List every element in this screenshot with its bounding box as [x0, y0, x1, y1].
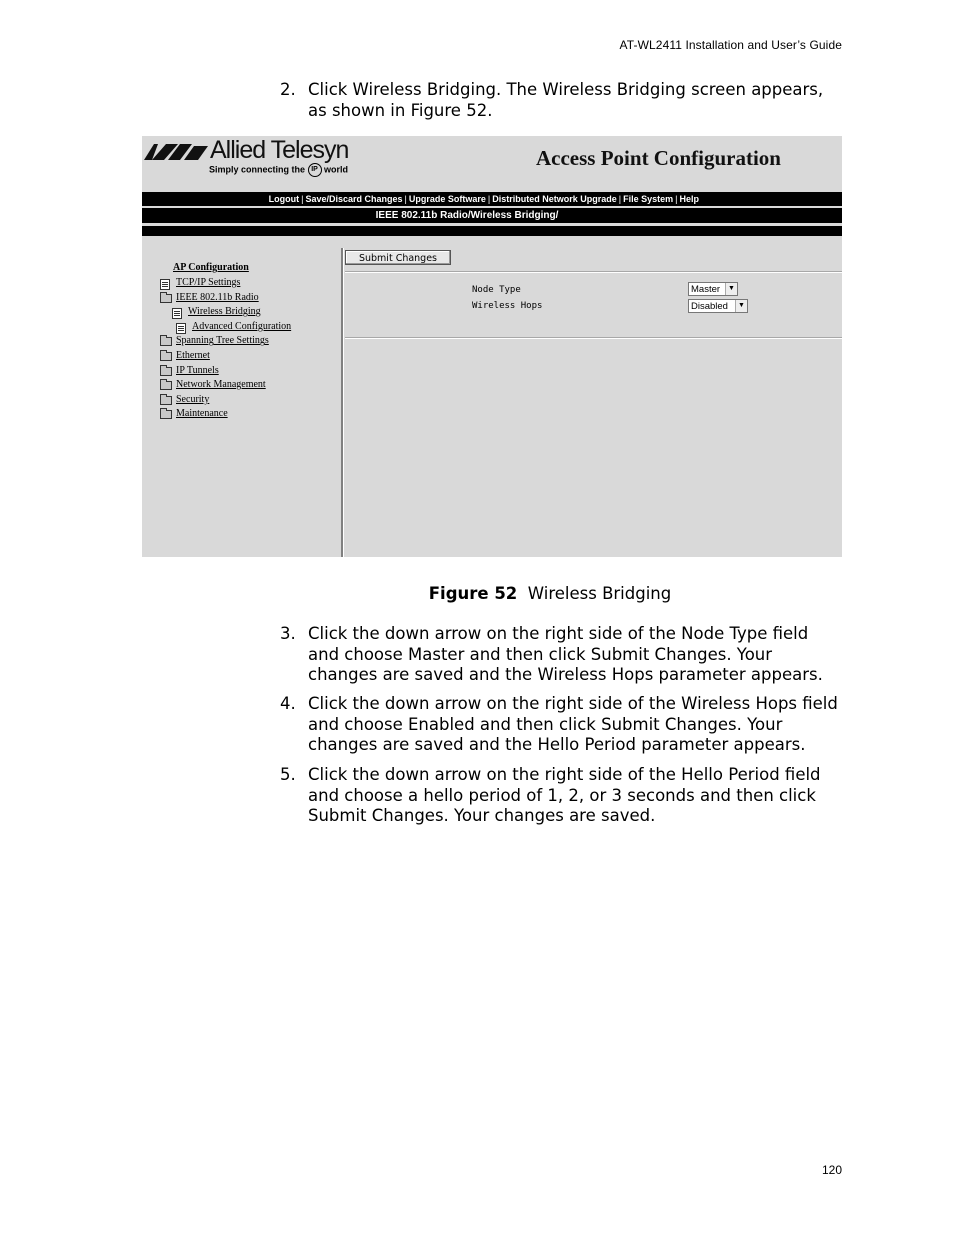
chevron-down-icon[interactable]: ▼: [735, 300, 747, 312]
allied-telesyn-logo-icon: [144, 140, 208, 160]
running-header: AT-WL2411 Installation and User’s Guide: [619, 38, 842, 52]
wireless-bridging-screenshot: [142, 136, 842, 557]
node-type-label: Node Type: [472, 285, 521, 295]
step-text: Click Wireless Bridging. The Wireless Bridging screen appears, as shown in Figure 52.: [308, 80, 824, 120]
node-type-value: Master: [691, 284, 721, 295]
brand-tagline: [209, 163, 348, 177]
wireless-hops-label: Wireless Hops: [472, 301, 543, 311]
brand-name: Allied Telesyn: [210, 136, 349, 164]
nav-link-file-system[interactable]: | File System: [617, 194, 673, 204]
step-number: 3.: [280, 624, 296, 643]
tree-item-advanced-configuration[interactable]: Advanced Configuration: [192, 320, 292, 332]
tagline-text: world: [324, 164, 349, 175]
nav-link-help[interactable]: | Help: [673, 194, 699, 204]
step-3: [280, 624, 842, 686]
header-banner: [142, 136, 842, 182]
divider: [345, 337, 842, 338]
folder-icon: [160, 367, 172, 376]
folder-icon: [160, 381, 172, 390]
tree-heading[interactable]: AP Configuration: [173, 262, 249, 273]
tree-item-tcp-ip-settings[interactable]: TCP/IP Settings: [176, 277, 241, 288]
tree-item-spanning-tree-settings[interactable]: Spanning Tree Settings: [176, 335, 269, 347]
step-text: Click the down arrow on the right side of the Node Type field and choose Master and then click Submit Changes. Your changes are saved and the Wireless Hops parameter appears.: [308, 624, 823, 684]
app-title: Access Point Configuration: [536, 146, 781, 170]
nav-link-upgrade-software[interactable]: | Upgrade Software: [403, 194, 486, 204]
main-content: [345, 248, 842, 557]
folder-icon: [160, 410, 172, 419]
tree-item-network-management[interactable]: Network Management: [176, 379, 266, 391]
nav-link-distributed-network-upgrade[interactable]: | Distributed Network Upgrade: [486, 194, 617, 204]
submit-changes-button[interactable]: Submit Changes: [345, 250, 451, 265]
sidebar-divider: [343, 248, 344, 557]
tree-item-ieee-802-11b-radio[interactable]: IEEE 802.11b Radio: [176, 291, 259, 303]
page-number: 120: [821, 1163, 842, 1177]
step-5: [280, 765, 842, 827]
folder-icon: [160, 337, 172, 346]
document-icon: [160, 279, 170, 290]
document-icon: [176, 323, 186, 334]
node-type-select[interactable]: [688, 282, 738, 296]
sidebar: [142, 248, 343, 557]
step-number: 4.: [280, 694, 296, 713]
step-text: Click the down arrow on the right side of the Hello Period field and choose a hello period of 1, 2, or 3 seconds and then click Submit Changes. Your changes are saved.: [308, 765, 821, 825]
tree-item-wireless-bridging[interactable]: Wireless Bridging: [188, 306, 261, 318]
chevron-down-icon[interactable]: ▼: [725, 283, 737, 295]
step-4: [280, 694, 842, 756]
folder-icon: [160, 352, 172, 361]
open-folder-icon: [160, 294, 172, 303]
wireless-hops-select[interactable]: [688, 299, 748, 313]
step-number: 5.: [280, 765, 296, 784]
nav-link-logout[interactable]: Logout: [268, 194, 300, 204]
step-2: [280, 80, 842, 121]
document-icon: [172, 308, 182, 319]
tree-item-ethernet[interactable]: Ethernet: [176, 350, 210, 361]
tree-item-maintenance[interactable]: Maintenance: [176, 408, 228, 420]
top-navigation: [142, 192, 842, 206]
divider: [345, 271, 842, 272]
figure-title: Wireless Bridging: [527, 584, 672, 603]
step-number: 2.: [280, 80, 296, 99]
figure-label: Figure 52: [428, 584, 518, 603]
nav-link-save-discard-changes[interactable]: | Save/Discard Changes: [299, 194, 402, 204]
ip-circle-icon: IP: [308, 163, 322, 177]
figure-caption: [0, 584, 954, 603]
folder-icon: [160, 396, 172, 405]
tree-item-security[interactable]: Security: [176, 393, 210, 405]
wireless-hops-value: Disabled: [691, 301, 728, 312]
tagline-text: Simply connecting the: [209, 164, 306, 175]
tree-item-ip-tunnels[interactable]: IP Tunnels: [176, 364, 219, 376]
breadcrumb: IEEE 802.11b Radio/Wireless Bridging/: [142, 208, 842, 223]
divider-bar: [142, 226, 842, 236]
step-text: Click the down arrow on the right side of the Wireless Hops field and choose Enabled and then click Submit Changes. Your changes are saved and the Hello Period parameter appears.: [308, 694, 838, 754]
